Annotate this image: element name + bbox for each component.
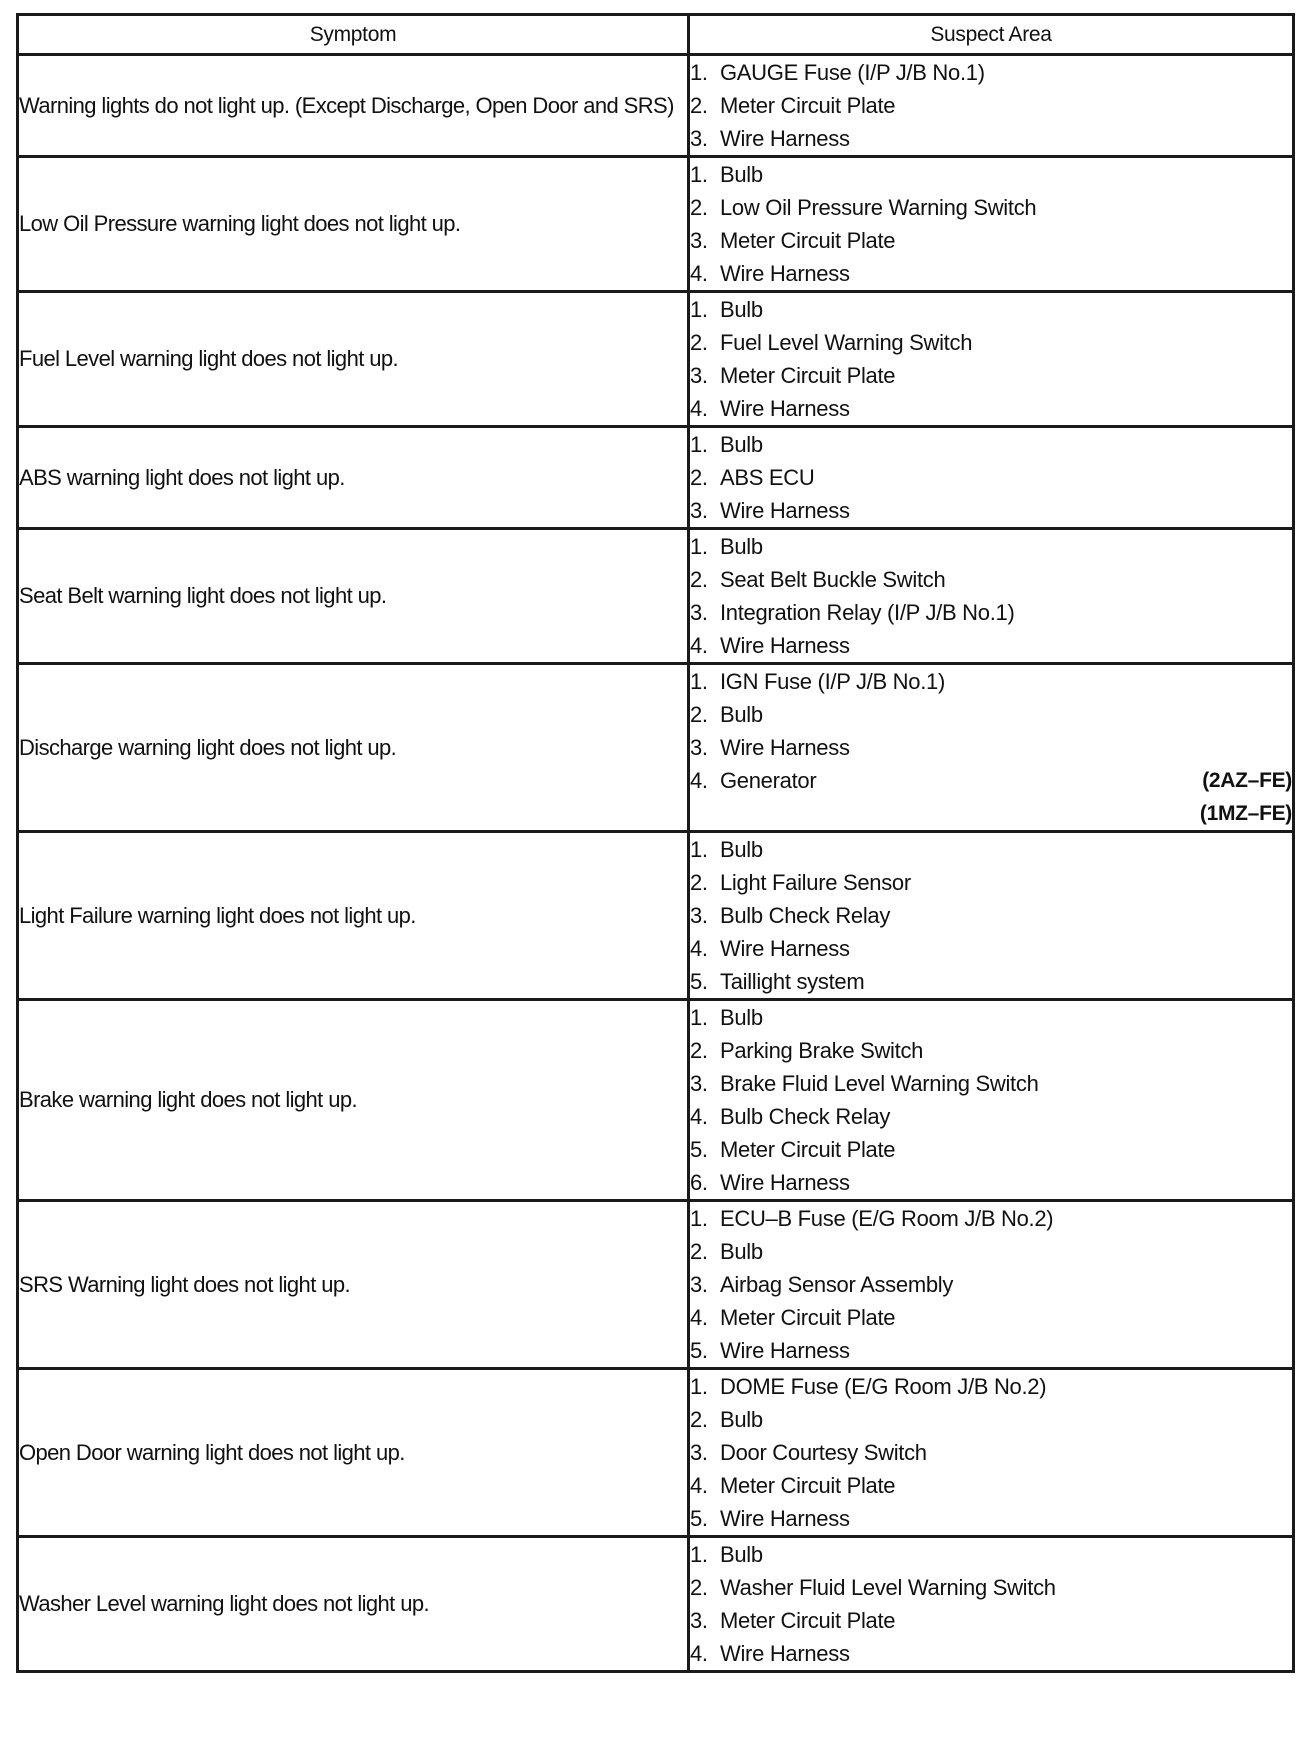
item-number: 2.: [690, 195, 708, 220]
item-text: Taillight system: [720, 969, 865, 994]
suspect-area-item: [690, 596, 1292, 629]
item-text: Bulb: [720, 534, 763, 559]
item-text: Bulb: [720, 297, 763, 322]
item-text: Wire Harness: [720, 1506, 850, 1531]
item-text: Bulb: [720, 432, 763, 457]
suspect-area-list: [690, 1001, 1292, 1199]
symptom-cell: Open Door warning light does not light up.: [18, 1369, 689, 1537]
item-number: 1.: [690, 1542, 708, 1567]
suspect-area-item: [690, 56, 1292, 89]
suspect-area-cell: [689, 529, 1294, 664]
item-text: Bulb: [720, 702, 763, 727]
table-row: [18, 1537, 1294, 1672]
suspect-area-cell: [689, 55, 1294, 157]
item-number: 3.: [690, 228, 708, 253]
item-text: Door Courtesy Switch: [720, 1440, 927, 1465]
item-text: Wire Harness: [720, 261, 850, 286]
suspect-area-list: [690, 1538, 1292, 1670]
suspect-area-list: [690, 1202, 1292, 1367]
suspect-area-item: [690, 530, 1292, 563]
item-number: 1.: [690, 669, 708, 694]
item-text: Wire Harness: [720, 126, 850, 151]
item-text: ECU–B Fuse (E/G Room J/B No.2): [720, 1206, 1054, 1231]
suspect-area-list: [690, 158, 1292, 290]
suspect-area-item: [690, 1202, 1292, 1235]
item-number: 5.: [690, 969, 708, 994]
table-body: [18, 55, 1294, 1672]
item-text: DOME Fuse (E/G Room J/B No.2): [720, 1374, 1047, 1399]
item-number: 4.: [690, 261, 708, 286]
item-text: Washer Fluid Level Warning Switch: [720, 1575, 1056, 1600]
suspect-area-item: [690, 392, 1292, 425]
suspect-area-item: [690, 293, 1292, 326]
symptom-column-header: Symptom: [18, 15, 689, 55]
suspect-area-item: [690, 1001, 1292, 1034]
item-number: 1.: [690, 432, 708, 457]
header-row: [18, 15, 1294, 55]
suspect-area-cell: [689, 664, 1294, 832]
suspect-area-item: [690, 563, 1292, 596]
item-text: Bulb: [720, 837, 763, 862]
item-text: Wire Harness: [720, 396, 850, 421]
item-number: 2.: [690, 1239, 708, 1264]
table-row: [18, 1369, 1294, 1537]
symptom-cell: Seat Belt warning light does not light up.: [18, 529, 689, 664]
suspect-area-cell: [689, 832, 1294, 1000]
suspect-area-item: [690, 1301, 1292, 1334]
suspect-area-column-header: Suspect Area: [689, 15, 1294, 55]
item-number: 3.: [690, 498, 708, 523]
suspect-area-item: [690, 1100, 1292, 1133]
suspect-area-item: [690, 1370, 1292, 1403]
symptom-cell: Fuel Level warning light does not light up.: [18, 292, 689, 427]
suspect-area-item: [690, 428, 1292, 461]
item-number: 2.: [690, 1038, 708, 1063]
suspect-area-item: [690, 1571, 1292, 1604]
suspect-area-item: [690, 1604, 1292, 1637]
suspect-area-item: [690, 494, 1292, 527]
item-number: 3.: [690, 1608, 708, 1633]
item-number: 4.: [690, 1104, 708, 1129]
item-text: Wire Harness: [720, 633, 850, 658]
item-text: Parking Brake Switch: [720, 1038, 924, 1063]
suspect-area-cell: [689, 1537, 1294, 1672]
item-number: 3.: [690, 126, 708, 151]
suspect-area-item: [690, 89, 1292, 122]
suspect-area-item: [690, 359, 1292, 392]
symptom-cell: Discharge warning light does not light up.: [18, 664, 689, 832]
item-text: Wire Harness: [720, 1170, 850, 1195]
item-text: Bulb: [720, 1542, 763, 1567]
suspect-area-cell: [689, 427, 1294, 529]
suspect-area-item: [690, 1235, 1292, 1268]
item-text: ABS ECU: [720, 465, 815, 490]
engine-code-tag: (2AZ–FE): [1202, 769, 1292, 792]
suspect-area-item: [690, 1067, 1292, 1100]
item-number: 3.: [690, 735, 708, 760]
item-text: Bulb: [720, 1239, 763, 1264]
item-number: 2.: [690, 1575, 708, 1600]
table-row: [18, 529, 1294, 664]
suspect-area-cell: [689, 1000, 1294, 1201]
item-text: Integration Relay (I/P J/B No.1): [720, 600, 1015, 625]
item-number: 1.: [690, 162, 708, 187]
symptom-cell: Low Oil Pressure warning light does not light up.: [18, 157, 689, 292]
suspect-area-cell: [689, 1201, 1294, 1369]
item-text: Generator: [720, 768, 817, 793]
item-text: Bulb: [720, 1407, 763, 1432]
item-text: Airbag Sensor Assembly: [720, 1272, 954, 1297]
table-row: [18, 157, 1294, 292]
symptom-table: [16, 13, 1295, 1673]
suspect-area-item: [690, 866, 1292, 899]
table-row: [18, 832, 1294, 1000]
suspect-area-item: [690, 461, 1292, 494]
suspect-area-list: [690, 56, 1292, 155]
suspect-area-item: [690, 257, 1292, 290]
item-text: Meter Circuit Plate: [720, 1305, 896, 1330]
item-text: Meter Circuit Plate: [720, 93, 896, 118]
item-text: Wire Harness: [720, 1338, 850, 1363]
table-row: [18, 664, 1294, 832]
item-number: 1.: [690, 1005, 708, 1030]
item-text: IGN Fuse (I/P J/B No.1): [720, 669, 945, 694]
suspect-area-item: [690, 1538, 1292, 1571]
suspect-area-list: [690, 833, 1292, 998]
item-number: 1.: [690, 534, 708, 559]
item-text: Wire Harness: [720, 936, 850, 961]
item-number: 6.: [690, 1170, 708, 1195]
item-number: 4.: [690, 768, 708, 793]
item-text: Meter Circuit Plate: [720, 1473, 896, 1498]
item-number: 4.: [690, 633, 708, 658]
item-text: Meter Circuit Plate: [720, 1137, 896, 1162]
item-number: 4.: [690, 1305, 708, 1330]
document-page: [16, 13, 1295, 1673]
item-text: Fuel Level Warning Switch: [720, 330, 973, 355]
suspect-area-item: [690, 1637, 1292, 1670]
table-row: [18, 427, 1294, 529]
suspect-area-cell: [689, 292, 1294, 427]
suspect-area-item: [690, 965, 1292, 998]
item-text: Low Oil Pressure Warning Switch: [720, 195, 1037, 220]
item-text: Meter Circuit Plate: [720, 363, 896, 388]
item-number: 4.: [690, 1641, 708, 1666]
item-number: 4.: [690, 1473, 708, 1498]
item-number: 4.: [690, 396, 708, 421]
item-number: 3.: [690, 1071, 708, 1096]
suspect-area-item: [690, 731, 1292, 764]
item-number: 3.: [690, 1440, 708, 1465]
item-number: 2.: [690, 1407, 708, 1432]
table-row: [18, 1201, 1294, 1369]
item-number: 1.: [690, 297, 708, 322]
item-number: 1.: [690, 1374, 708, 1399]
item-number: 2.: [690, 567, 708, 592]
suspect-area-list: [690, 1370, 1292, 1535]
item-text: Light Failure Sensor: [720, 870, 911, 895]
item-number: 4.: [690, 936, 708, 961]
symptom-cell: Light Failure warning light does not light up.: [18, 832, 689, 1000]
suspect-area-item: [690, 1334, 1292, 1367]
suspect-area-item: [690, 629, 1292, 662]
item-number: 3.: [690, 1272, 708, 1297]
item-number: 1.: [690, 837, 708, 862]
suspect-area-item: [690, 1133, 1292, 1166]
suspect-area-item: [690, 158, 1292, 191]
suspect-area-item: [690, 1166, 1292, 1199]
suspect-area-item: [690, 326, 1292, 359]
suspect-area-item: [690, 122, 1292, 155]
item-number: 1.: [690, 1206, 708, 1231]
suspect-area-item: [690, 833, 1292, 866]
suspect-area-item: [690, 1403, 1292, 1436]
item-number: 5.: [690, 1506, 708, 1531]
item-number: 2.: [690, 330, 708, 355]
item-text: Bulb Check Relay: [720, 903, 891, 928]
suspect-area-item: [690, 1436, 1292, 1469]
suspect-area-cell: [689, 157, 1294, 292]
item-number: 5.: [690, 1137, 708, 1162]
suspect-area-list: [690, 665, 1292, 797]
item-text: Bulb Check Relay: [720, 1104, 891, 1129]
item-text: Wire Harness: [720, 498, 850, 523]
table-row: [18, 292, 1294, 427]
item-number: 2.: [690, 702, 708, 727]
suspect-area-item: [690, 1502, 1292, 1535]
table-row: [18, 1000, 1294, 1201]
engine-code-tag: (1MZ–FE): [1199, 802, 1292, 825]
symptom-cell: ABS warning light does not light up.: [18, 427, 689, 529]
symptom-cell: Warning lights do not light up. (Except Discharge, Open Door and SRS): [18, 55, 689, 157]
item-number: 3.: [690, 600, 708, 625]
item-text: Brake Fluid Level Warning Switch: [720, 1071, 1039, 1096]
item-text: Bulb: [720, 1005, 763, 1030]
item-text: Bulb: [720, 162, 763, 187]
suspect-area-item: [690, 698, 1292, 731]
suspect-area-item: [690, 191, 1292, 224]
suspect-area-list: [690, 428, 1292, 527]
item-number: 3.: [690, 363, 708, 388]
symptom-cell: Brake warning light does not light up.: [18, 1000, 689, 1201]
table-row: [18, 55, 1294, 157]
suspect-area-item: [690, 899, 1292, 932]
item-text: Wire Harness: [720, 735, 850, 760]
suspect-area-item: [690, 1469, 1292, 1502]
suspect-area-item: [690, 224, 1292, 257]
item-number: 3.: [690, 903, 708, 928]
symptom-cell: SRS Warning light does not light up.: [18, 1201, 689, 1369]
item-number: 2.: [690, 870, 708, 895]
item-number: 2.: [690, 465, 708, 490]
symptom-cell: Washer Level warning light does not light up.: [18, 1537, 689, 1672]
item-text: GAUGE Fuse (I/P J/B No.1): [720, 60, 985, 85]
item-number: 2.: [690, 93, 708, 118]
table-header: [18, 15, 1294, 55]
suspect-area-item: [690, 1268, 1292, 1301]
suspect-area-item: [690, 1034, 1292, 1067]
item-number: 1.: [690, 60, 708, 85]
item-text: Seat Belt Buckle Switch: [720, 567, 946, 592]
item-text: Meter Circuit Plate: [720, 228, 896, 253]
suspect-area-item: [690, 665, 1292, 698]
suspect-area-list: [690, 293, 1292, 425]
suspect-area-item: [690, 764, 1292, 797]
item-text: Wire Harness: [720, 1641, 850, 1666]
suspect-area-item: [690, 932, 1292, 965]
item-text: Meter Circuit Plate: [720, 1608, 896, 1633]
suspect-area-cell: [689, 1369, 1294, 1537]
suspect-area-list: [690, 530, 1292, 662]
item-number: 5.: [690, 1338, 708, 1363]
